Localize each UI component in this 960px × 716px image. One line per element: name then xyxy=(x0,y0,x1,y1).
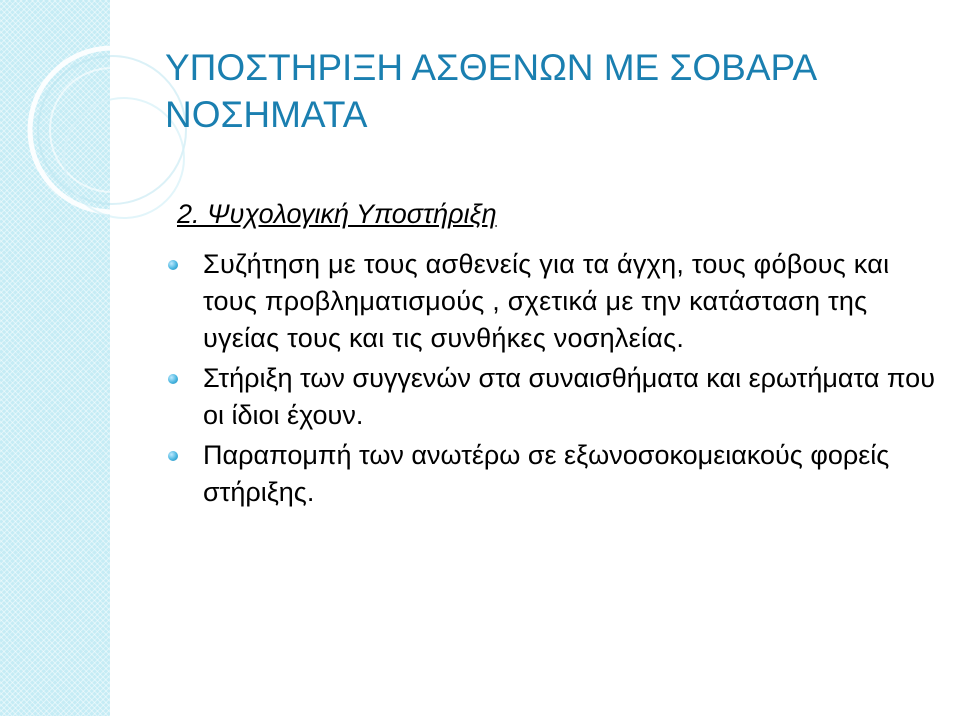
slide-content xyxy=(165,196,935,514)
section-subtitle: 2. Ψυχολογική Υποστήριξη xyxy=(177,199,497,229)
list-item xyxy=(165,360,935,434)
bullet-list xyxy=(165,246,935,511)
bullet-text: Συζήτηση με τους ασθενείς για τα άγχη, τους φόβους και τους προβληματισμούς , σχετικά με την κατάσταση της υγείας τους και τις συνθήκες νοσηλείας. xyxy=(203,249,890,353)
bullet-text: Παραπομπή των ανωτέρω σε εξωνοσοκομειακούς φορείς στήριξης. xyxy=(203,440,890,507)
bullet-icon xyxy=(168,374,178,384)
bullet-icon xyxy=(168,260,178,270)
bullet-icon xyxy=(168,451,178,461)
list-item xyxy=(165,437,935,511)
slide-title: ΥΠΟΣΤΗΡΙΞΗ ΑΣΘΕΝΩΝ ΜΕ ΣΟΒΑΡΑ ΝΟΣΗΜΑΤΑ xyxy=(165,47,816,135)
bullet-text: Στήριξη των συγγενών στα συναισθήματα και ερωτήματα που οι ίδιοι έχουν. xyxy=(203,363,935,430)
list-item xyxy=(165,246,935,357)
